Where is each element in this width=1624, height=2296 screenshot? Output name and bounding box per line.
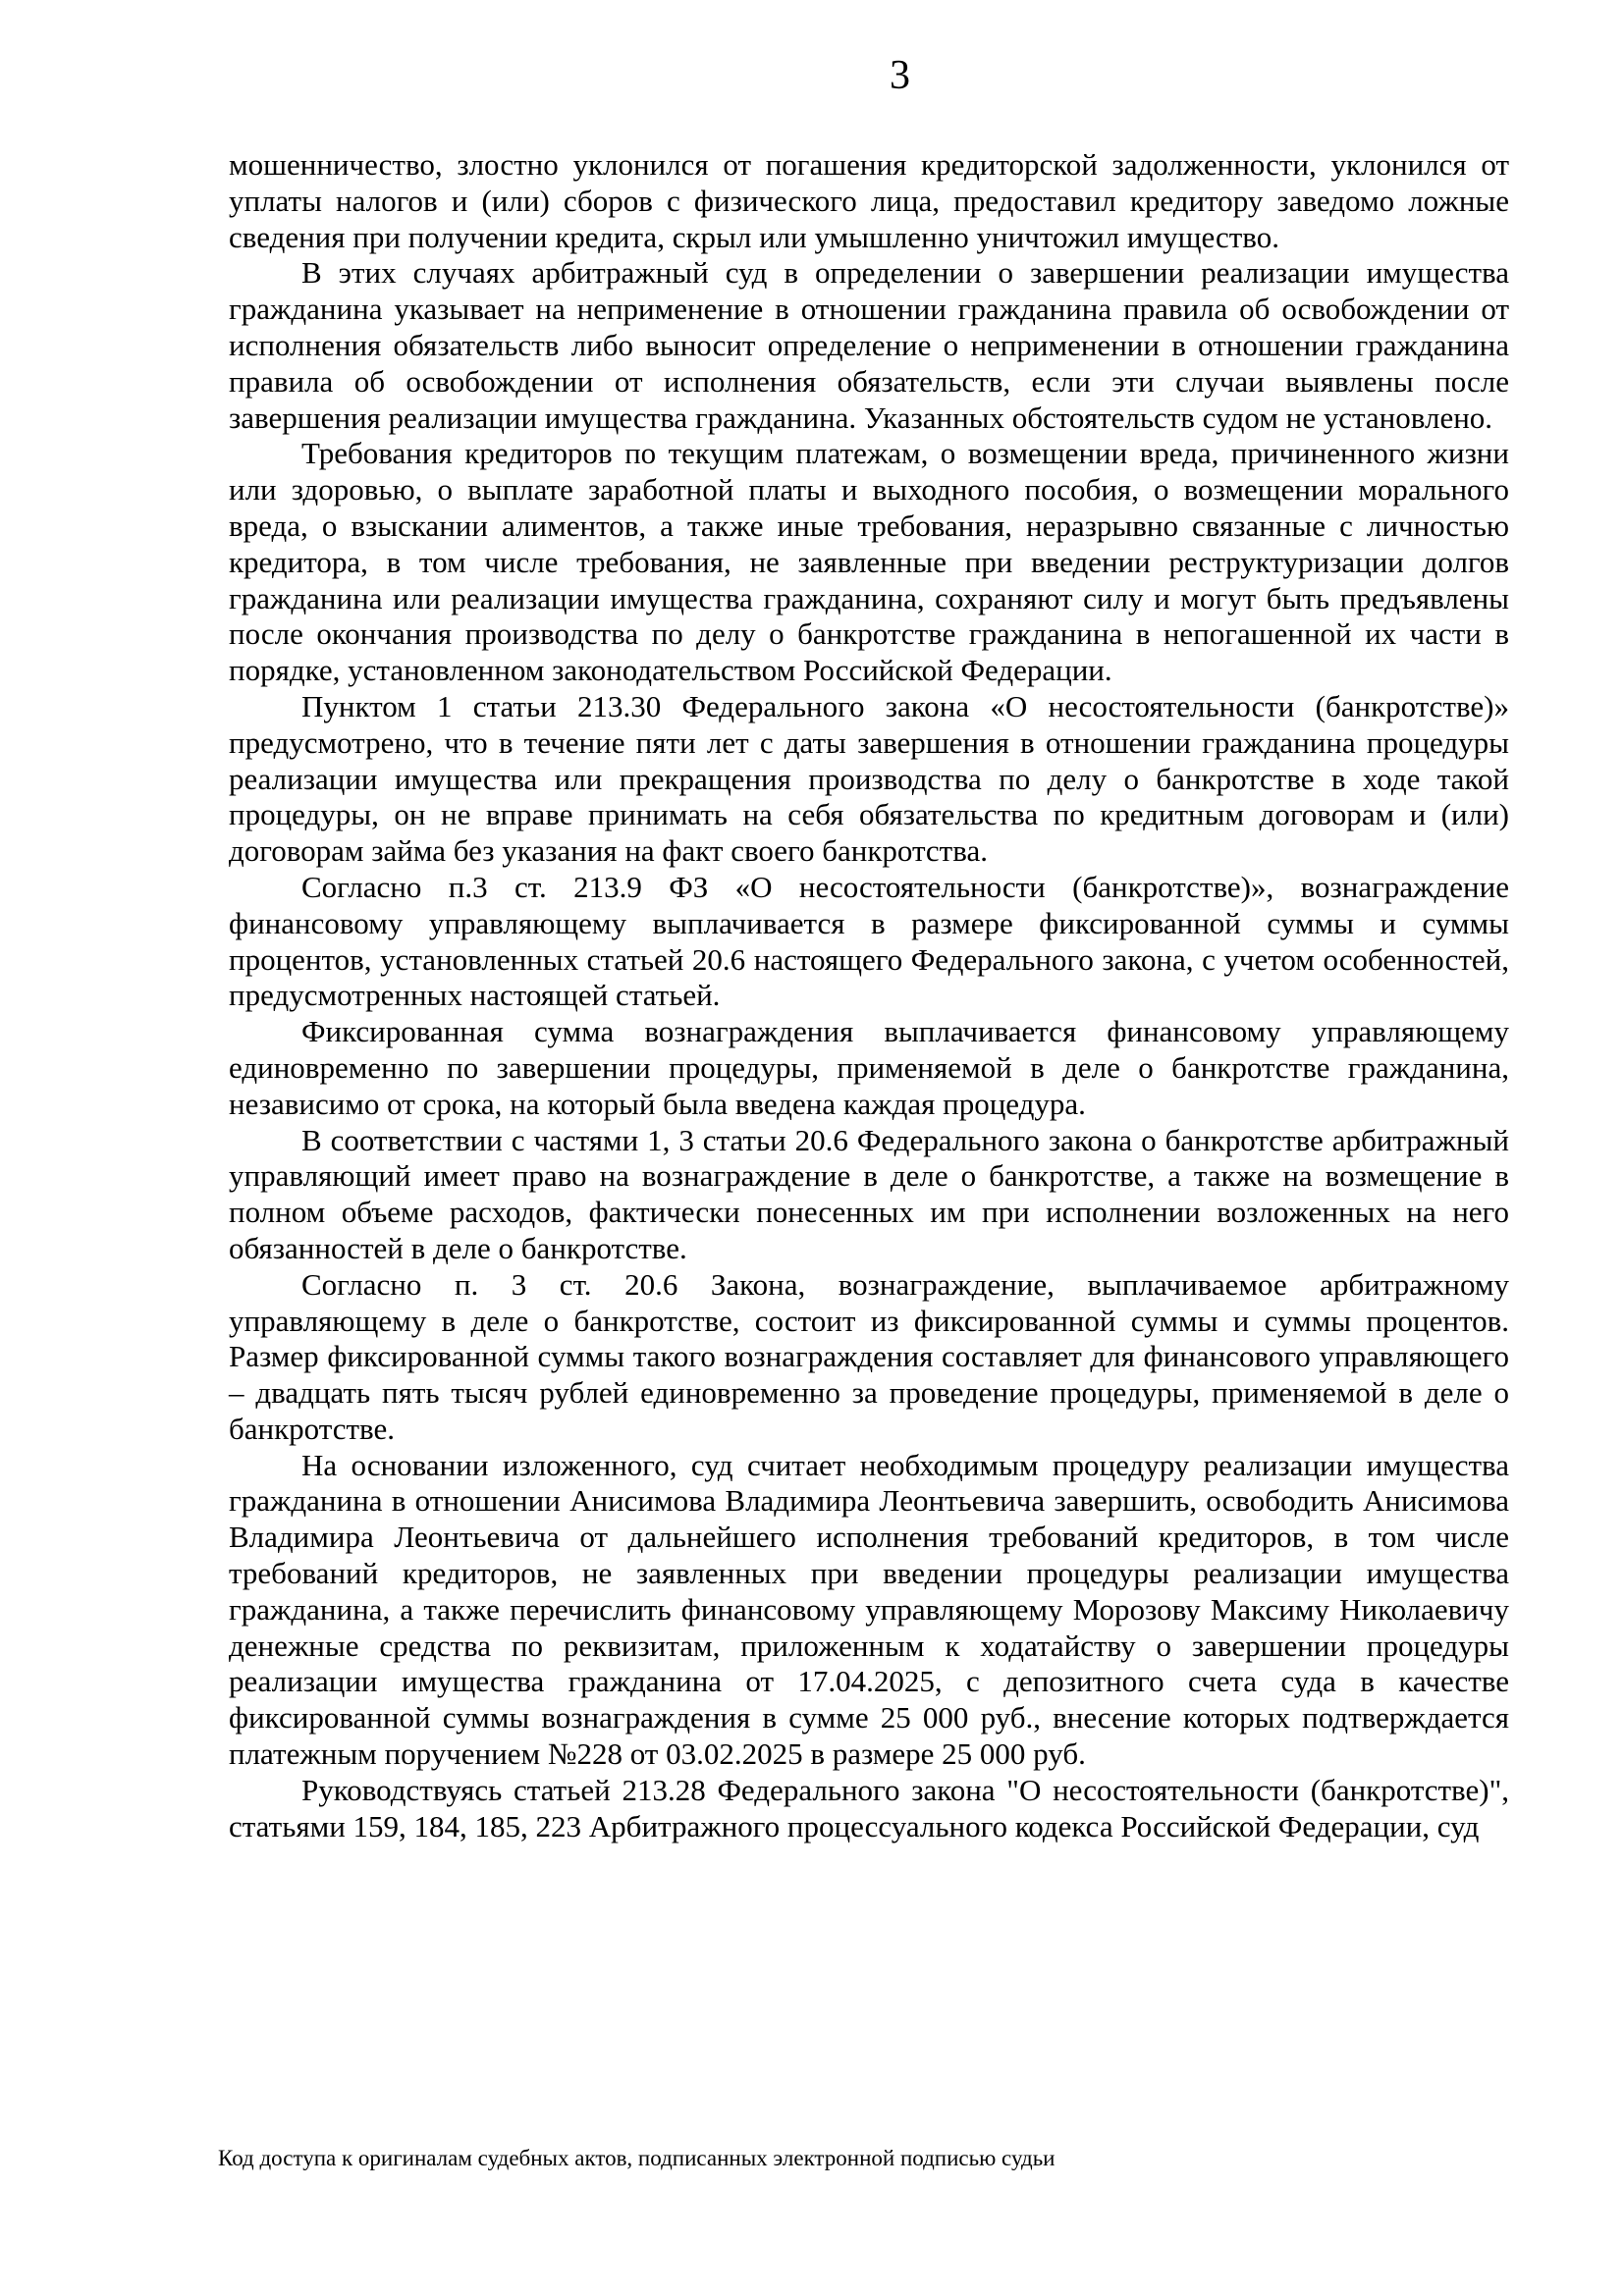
document-body: [229, 147, 1509, 1844]
paragraph: Руководствуясь статьей 213.28 Федерального закона "О несостоятельности (банкротстве)", статьями 159, 184, 185, 223 Арбитражного процессуального кодекса Российской Федерации, суд: [229, 1772, 1509, 1843]
paragraph: Согласно п. 3 ст. 20.6 Закона, вознаграждение, выплачиваемое арбитражному управляющему в деле о банкротстве, состоит из фиксированной суммы и суммы процентов. Размер фиксированной суммы такого вознаграждения составляет для финансового управляющего – двадцать пять тысяч рублей единовременно за проведение процедуры, применяемой в деле о банкротстве.: [229, 1266, 1509, 1446]
paragraph: В соответствии с частями 1, 3 статьи 20.6 Федерального закона о банкротстве арбитражный управляющий имеет право на вознаграждение в деле о банкротстве, а также на возмещение в полном объеме расходов, фактически понесенных им при исполнении возложенных на него обязанностей в деле о банкротстве.: [229, 1122, 1509, 1265]
paragraph: Фиксированная сумма вознаграждения выплачивается финансовому управляющему единовременно по завершении процедуры, применяемой в деле о банкротстве гражданина, независимо от срока, на который была введена каждая процедура.: [229, 1014, 1509, 1121]
paragraph: Согласно п.3 ст. 213.9 ФЗ «О несостоятельности (банкротстве)», вознаграждение финансовому управляющему выплачивается в размере фиксированной суммы и суммы процентов, установленных статьей 20.6 настоящего Федерального закона, с учетом особенностей, предусмотренных настоящей статьей.: [229, 869, 1509, 1013]
footer-access-code-note: Код доступа к оригиналам судебных актов, подписанных электронной подписью судьи: [218, 2146, 1056, 2170]
paragraph: На основании изложенного, суд считает необходимым процедуру реализации имущества гражданина в отношении Анисимова Владимира Леонтьевича завершить, освободить Анисимова Владимира Леонтьевича от дальнейшего исполнения требований кредиторов, в том числе требований кредиторов, не заявленных при введении процедуры реализации имущества гражданина, а также перечислить финансовому управляющему Морозову Максиму Николаевичу денежные средства по реквизитам, приложенным к ходатайству о завершении процедуры реализации имущества гражданина от 17.04.2025, с депозитного счета суда в качестве фиксированной суммы вознаграждения в сумме 25 000 руб., внесение которых подтверждается платежным поручением №228 от 03.02.2025 в размере 25 000 руб.: [229, 1447, 1509, 1772]
paragraph: мошенничество, злостно уклонился от погашения кредиторской задолженности, уклонился от уплаты налогов и (или) сборов с физического лица, предоставил кредитору заведомо ложные сведения при получении кредита, скрыл или умышленно уничтожил имущество.: [229, 147, 1509, 254]
paragraph: Требования кредиторов по текущим платежам, о возмещении вреда, причиненного жизни или здоровью, о выплате заработной платы и выходного пособия, о возмещении морального вреда, о взыскании алиментов, а также иные требования, неразрывно связанные с личностью кредитора, в том числе требования, не заявленные при введении реструктуризации долгов гражданина или реализации имущества гражданина, сохраняют силу и могут быть предъявлены после окончания производства по делу о банкротстве гражданина в непогашенной их части в порядке, установленном законодательством Российской Федерации.: [229, 436, 1509, 688]
page-number: 3: [890, 53, 910, 98]
paragraph: Пунктом 1 статьи 213.30 Федерального закона «О несостоятельности (банкротстве)» предусмотрено, что в течение пяти лет с даты завершения в отношении гражданина процедуры реализации имущества или прекращения производства по делу о банкротстве в ходе такой процедуры, он не вправе принимать на себя обязательства по кредитным договорам и (или) договорам займа без указания на факт своего банкротства.: [229, 688, 1509, 869]
paragraph: В этих случаях арбитражный суд в определении о завершении реализации имущества гражданина указывает на неприменение в отношении гражданина правила об освобождении от исполнения обязательств либо выносит определение о неприменении в отношении гражданина правила об освобождении от исполнения обязательств, если эти случаи выявлены после завершения реализации имущества гражданина. Указанных обстоятельств судом не установлено.: [229, 255, 1509, 435]
